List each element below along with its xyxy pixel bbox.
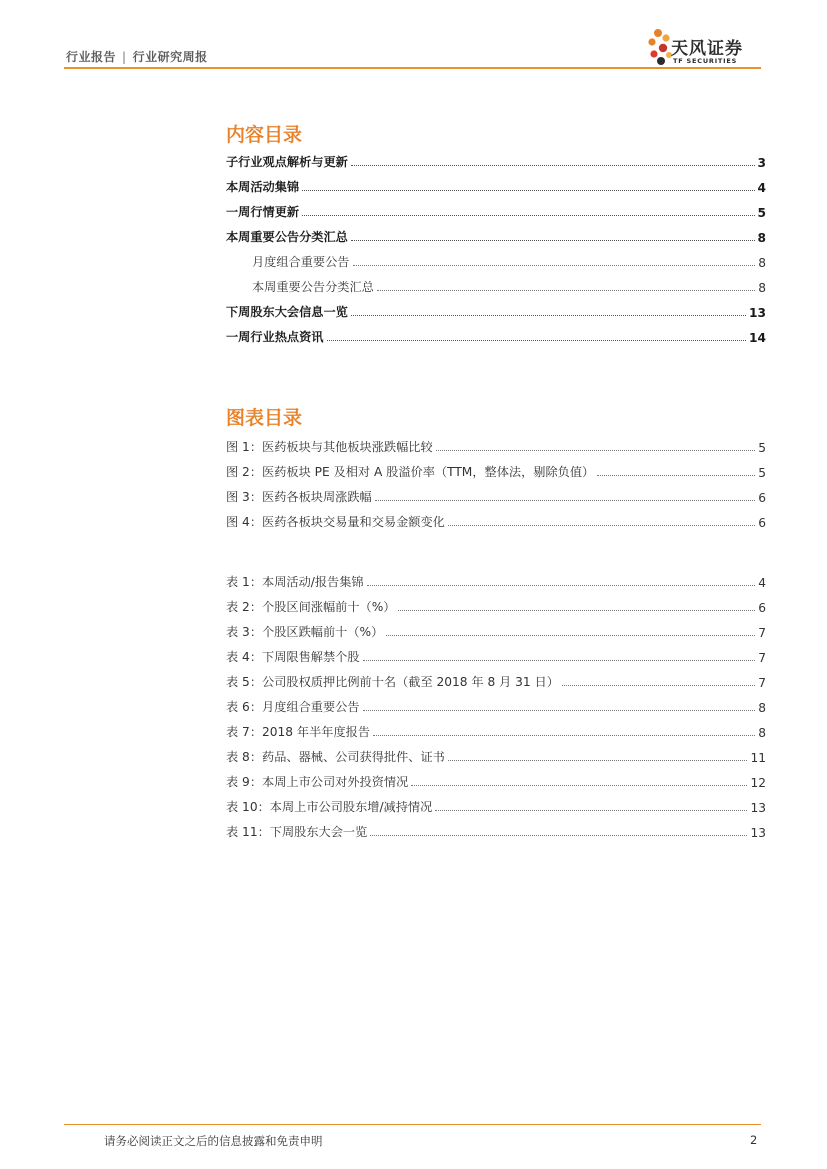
toc-entry[interactable] (226, 295, 766, 320)
toc-leader-dots (302, 214, 754, 216)
tables-list (226, 565, 766, 840)
table-entry-label: 表 3：个股区跌幅前十（%） (226, 625, 384, 639)
toc-entry-page: 3 (757, 156, 766, 170)
toc-leader-dots (597, 474, 755, 476)
toc-leader-dots (327, 339, 747, 341)
toc-entry-label: 本周重要公告分类汇总 (226, 230, 348, 244)
toc-leader-dots (373, 734, 755, 736)
table-entry[interactable] (226, 665, 766, 690)
toc-entry-label: 本周重要公告分类汇总 (252, 280, 374, 294)
figure-entry-label: 图 3：医药各板块周涨跌幅 (226, 490, 372, 504)
figure-entry-page: 5 (758, 441, 766, 455)
toc-entry-label: 月度组合重要公告 (252, 255, 350, 269)
footer-disclaimer: 请务必阅读正文之后的信息披露和免责申明 (104, 1134, 323, 1148)
table-entry-page: 13 (750, 826, 766, 840)
table-entry-page: 11 (750, 751, 766, 765)
table-entry-label: 表 11：下周股东大会一览 (226, 825, 368, 839)
table-entry-page: 6 (758, 601, 766, 615)
header-separator: | (122, 50, 127, 64)
table-entry-page: 12 (750, 776, 766, 790)
tf-securities-logo (647, 24, 767, 70)
table-entry-page: 7 (758, 651, 766, 665)
toc-entry-label: 一周行业热点资讯 (226, 330, 324, 344)
figures-title: 图表目录 (226, 407, 303, 429)
table-entry-page: 8 (758, 701, 766, 715)
toc-leader-dots (302, 189, 754, 191)
toc-entry-label: 下周股东大会信息一览 (226, 305, 348, 319)
table-entry[interactable] (226, 565, 766, 590)
toc-entry-page: 5 (757, 206, 766, 220)
table-entry-page: 7 (758, 676, 766, 690)
toc-leader-dots (562, 684, 755, 686)
table-entry-page: 7 (758, 626, 766, 640)
figure-entry-page: 6 (758, 516, 766, 530)
table-entry-label: 表 6：月度组合重要公告 (226, 700, 360, 714)
toc-leader-dots (448, 524, 755, 526)
toc-leader-dots (398, 609, 755, 611)
table-entry[interactable] (226, 790, 766, 815)
table-entry[interactable] (226, 740, 766, 765)
toc-leader-dots (435, 809, 747, 811)
logo-english-name: TF SECURITIES (673, 57, 738, 65)
toc-entry-label: 本周活动集锦 (226, 180, 300, 194)
table-entry-page: 8 (758, 726, 766, 740)
table-entry-page: 4 (758, 576, 766, 590)
figure-entry[interactable] (226, 505, 766, 530)
contents-title: 内容目录 (226, 124, 303, 146)
contents-list (226, 145, 766, 345)
toc-subentry[interactable] (226, 270, 766, 295)
toc-entry-page: 8 (757, 231, 766, 245)
toc-leader-dots (351, 164, 755, 166)
table-entry-label: 表 5：公司股权质押比例前十名（截至 2018 年 8 月 31 日） (226, 675, 559, 689)
table-entry-label: 表 1：本周活动/报告集锦 (226, 575, 364, 589)
toc-leader-dots (370, 834, 747, 836)
table-entry-label: 表 10：本周上市公司股东增/减持情况 (226, 800, 433, 814)
figure-entry[interactable] (226, 480, 766, 505)
toc-entry[interactable] (226, 145, 766, 170)
toc-entry-page: 4 (757, 181, 766, 195)
toc-entry-page: 8 (758, 281, 766, 295)
toc-entry[interactable] (226, 220, 766, 245)
toc-leader-dots (411, 784, 747, 786)
toc-entry-label: 一周行情更新 (226, 205, 300, 219)
figure-entry[interactable] (226, 455, 766, 480)
toc-leader-dots (351, 239, 755, 241)
figure-entry-label: 图 4：医药各板块交易量和交易金额变化 (226, 515, 445, 529)
toc-entry[interactable] (226, 170, 766, 195)
table-entry-label: 表 7：2018 年半年度报告 (226, 725, 371, 739)
toc-entry-page: 13 (749, 306, 766, 320)
toc-entry[interactable] (226, 195, 766, 220)
figure-entry-page: 6 (758, 491, 766, 505)
toc-leader-dots (375, 499, 756, 501)
report-type: 行业报告 (66, 50, 117, 64)
table-entry[interactable] (226, 690, 766, 715)
toc-entry-page: 8 (758, 256, 766, 270)
toc-leader-dots (448, 759, 748, 761)
table-entry-label: 表 8：药品、器械、公司获得批件、证书 (226, 750, 445, 764)
toc-entry-label: 子行业观点解析与更新 (226, 155, 348, 169)
footer-rule (64, 1124, 761, 1125)
table-entry-label: 表 9：本周上市公司对外投资情况 (226, 775, 409, 789)
logo-chinese-name: 天风证券 (671, 39, 743, 59)
toc-leader-dots (353, 264, 756, 266)
table-entry[interactable] (226, 640, 766, 665)
toc-leader-dots (363, 659, 756, 661)
table-entry[interactable] (226, 615, 766, 640)
toc-leader-dots (351, 314, 746, 316)
toc-entry-page: 14 (749, 331, 766, 345)
report-category (66, 48, 208, 65)
toc-leader-dots (436, 449, 756, 451)
table-entry[interactable] (226, 815, 766, 840)
toc-leader-dots (367, 584, 756, 586)
report-subtype: 行业研究周报 (132, 50, 208, 64)
figure-entry-label: 图 2：医药板块 PE 及相对 A 股溢价率（TTM，整体法，剔除负值） (226, 465, 595, 479)
table-entry-label: 表 4：下周限售解禁个股 (226, 650, 360, 664)
header-rule (64, 67, 761, 69)
toc-subentry[interactable] (226, 245, 766, 270)
table-entry[interactable] (226, 715, 766, 740)
toc-leader-dots (363, 709, 756, 711)
figures-list (226, 430, 766, 530)
figure-entry[interactable] (226, 430, 766, 455)
toc-leader-dots (386, 634, 755, 636)
figure-entry-label: 图 1：医药板块与其他板块涨跌幅比较 (226, 440, 433, 454)
toc-leader-dots (377, 289, 755, 291)
page-number: 2 (750, 1133, 758, 1147)
table-entry-label: 表 2：个股区间涨幅前十（%） (226, 600, 396, 614)
table-entry[interactable] (226, 765, 766, 790)
figure-entry-page: 5 (758, 466, 766, 480)
table-entry[interactable] (226, 590, 766, 615)
flower-logo-icon (647, 24, 673, 70)
table-entry-page: 13 (750, 801, 766, 815)
toc-entry[interactable] (226, 320, 766, 345)
